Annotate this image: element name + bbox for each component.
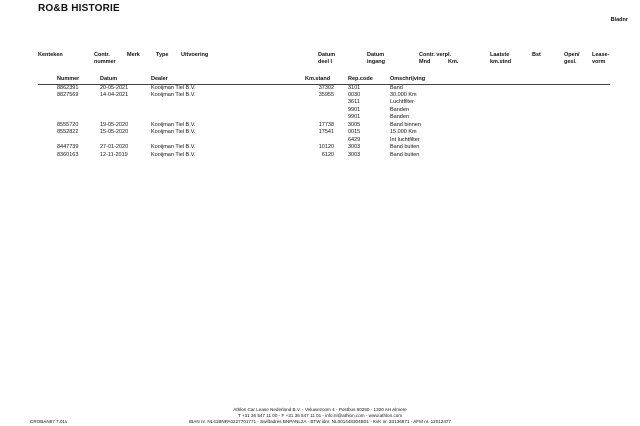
page-title: RO&B HISTORIE <box>38 3 120 14</box>
cell-dealer: Kooijman Tiel B.V. <box>151 144 196 151</box>
cell-dealer: Kooijman Tiel B.V. <box>151 129 196 136</box>
col-kmstand: Km.stand <box>305 76 331 82</box>
cell-nummer: 8552822 <box>57 129 79 136</box>
col-datum-ingang-sub: ingang <box>367 59 386 65</box>
col-type: Type <box>156 52 169 58</box>
col-datum-ingang: Datum <box>367 52 385 58</box>
form-code: CROBAN67 7.01v <box>30 419 68 424</box>
col-lease-sub: vorm <box>592 59 606 65</box>
col-kenteken: Kenteken <box>38 52 63 58</box>
cell-kmstand: 35955 <box>318 91 334 98</box>
cell-repcode: 0015 <box>348 129 361 136</box>
col-mnd: Mnd <box>419 59 431 65</box>
col-dealer: Dealer <box>151 76 168 82</box>
col-bst: Bst <box>532 52 541 58</box>
cell-datum: 14-04-2021 <box>100 91 129 98</box>
cell-nummer: 8827569 <box>57 91 79 98</box>
cell-datum: 27-01-2020 <box>100 144 129 151</box>
cell-kmstand: 6120 <box>321 151 334 158</box>
cell-nummer: 8360163 <box>57 151 79 158</box>
cell-nummer: 8862391 <box>57 84 79 91</box>
cell-datum: 15-05-2020 <box>100 129 129 136</box>
cell-datum: 19-05-2020 <box>100 121 129 128</box>
cell-datum: 20-05-2021 <box>100 84 129 91</box>
col-uitvoering: Uitvoering <box>181 52 209 58</box>
col-open-sub: gesl. <box>564 59 577 65</box>
col-repcode: Rep.code <box>348 76 373 82</box>
footer-legal: IBAN nr. NL41BNPA0227701771 - Swiftadres BNPANL2A - BTW idnr. NL001448304B01 - KvK nr. 33136871 - AFM nr. 12012477 <box>188 419 452 424</box>
cell-dealer: Kooijman Tiel B.V. <box>151 121 196 128</box>
cell-omschrijving: Band buiten <box>390 151 420 158</box>
cell-nummer: 8555720 <box>57 121 79 128</box>
cell-dealer: Kooijman Tiel B.V. <box>151 84 196 91</box>
cell-repcode: 0030 <box>348 91 361 98</box>
cell-omschrijving: 30.000 Km <box>390 91 417 98</box>
cell-repcode: 9901 <box>348 106 361 113</box>
page-number-label: Bladnr <box>610 17 628 23</box>
cell-repcode: 3003 <box>348 151 361 158</box>
cell-omschrijving: 15.000 Km <box>390 129 417 136</box>
col-nummer: Nummer <box>57 76 80 82</box>
cell-omschrijving: Luchtfilter <box>390 99 414 106</box>
footer-address: Athlon Car Lease Nederland B.V. - Veluwezoom 4 - Postbus 60250 - 1320 AH Almere <box>233 407 407 412</box>
col-contr: Contr. <box>94 52 110 58</box>
cell-repcode: 3003 <box>348 144 361 151</box>
col-datum-deel: Datum <box>318 52 336 58</box>
cell-dealer: Kooijman Tiel B.V. <box>151 151 196 158</box>
cell-omschrijving: Banden <box>390 106 409 113</box>
col-datum-deel-sub: deel I <box>318 59 333 65</box>
cell-repcode: 9901 <box>348 114 361 121</box>
col-contr-nummer: nummer <box>94 59 116 65</box>
cell-datum: 12-11-2019 <box>100 151 128 158</box>
cell-omschrijving: Band binnen <box>390 121 421 128</box>
cell-omschrijving: Int luchtfilter <box>390 136 420 143</box>
cell-repcode: 3101 <box>348 84 361 91</box>
col-laatste-sub: km.stnd <box>490 59 512 65</box>
cell-kmstand: 10120 <box>318 144 334 151</box>
cell-repcode: 3005 <box>348 121 361 128</box>
cell-kmstand: 17738 <box>318 121 334 128</box>
col-omschrijving: Omschrijving <box>390 76 426 82</box>
cell-repcode: 6429 <box>348 136 361 143</box>
cell-kmstand: 37302 <box>318 84 334 91</box>
col-contr-verpl: Contr. verpl. <box>419 52 452 58</box>
cell-omschrijving: Band buiten <box>390 144 420 151</box>
col-datum: Datum <box>100 76 118 82</box>
cell-dealer: Kooijman Tiel B.V. <box>151 91 196 98</box>
cell-kmstand: 17541 <box>318 129 334 136</box>
col-open: Open/ <box>564 52 580 58</box>
col-lease: Lease- <box>592 52 610 58</box>
footer-contact: T +31 36 547 11 00 - F +31 36 547 11 01 - info.nl@athlon.com - www.athlon.com <box>237 413 403 418</box>
cell-repcode: 3611 <box>348 99 360 106</box>
cell-omschrijving: Band <box>390 84 403 91</box>
col-merk: Merk <box>127 52 140 58</box>
col-km: Km. <box>448 59 459 65</box>
cell-nummer: 8447739 <box>57 144 79 151</box>
cell-omschrijving: Banden <box>390 114 409 121</box>
col-laatste: Laatste <box>490 52 510 58</box>
